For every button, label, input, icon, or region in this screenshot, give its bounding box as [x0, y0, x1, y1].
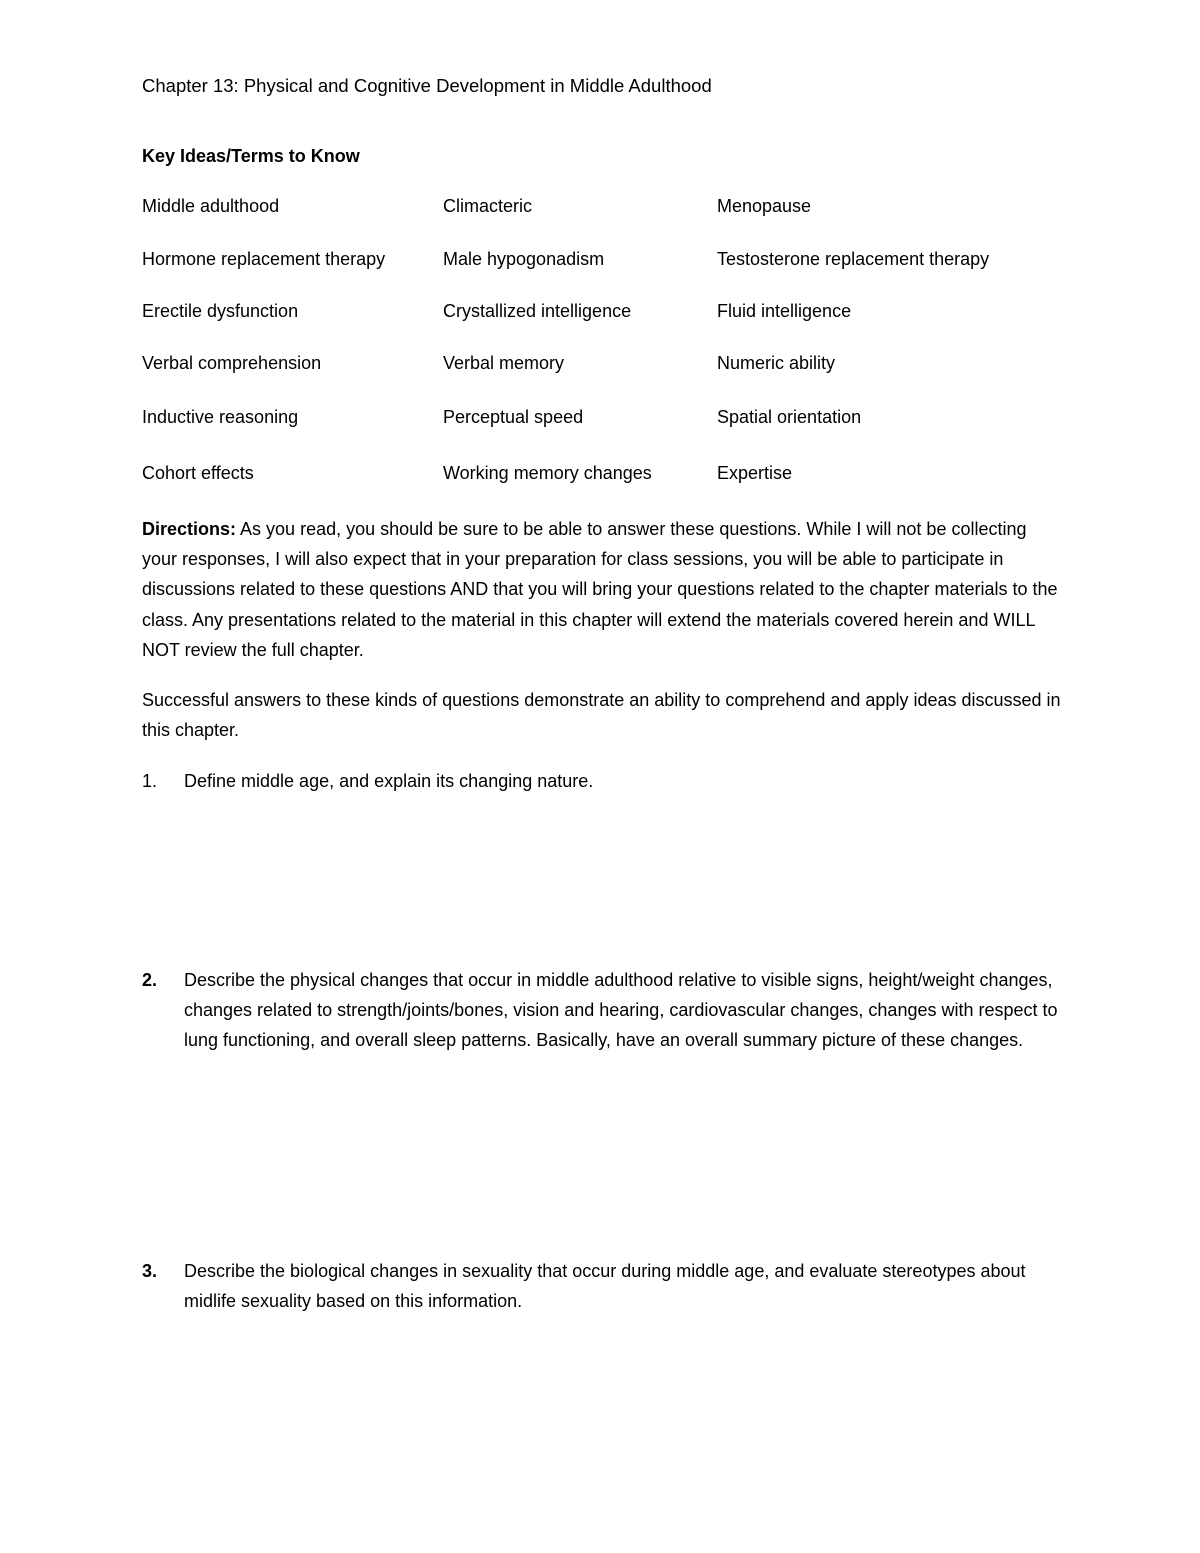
term: Numeric ability — [717, 353, 836, 373]
directions-text: As you read, you should be sure to be able to answer these questions. While I will not be collecting your responses, I will also expect that in your preparation for class sessions, you will be able to participate in discussions related to these questions AND that you will bring your questions related to the chapter materials to the class. Any presentations related to the material in this chapter will extend the materials covered herein and WILL NOT review the full chapter. — [142, 519, 1058, 660]
question-number: 3. — [142, 1261, 158, 1281]
term: Perceptual speed — [443, 407, 584, 427]
question-text: Describe the physical changes that occur in middle adulthood relative to visible signs, height/weight changes, changes related to strength/joints/bones, vision and hearing, cardiovascular changes, changes with respect to lung functioning, and overall sleep patterns. Basically, have an overall summary picture of these changes. — [184, 970, 1058, 1050]
question-number: 2. — [142, 970, 158, 990]
term: Hormone replacement therapy — [142, 249, 386, 269]
term: Cohort effects — [142, 463, 254, 483]
term: Crystallized intelligence — [443, 301, 632, 321]
term: Verbal comprehension — [142, 353, 322, 373]
term: Fluid intelligence — [717, 301, 852, 321]
question-text: Describe the biological changes in sexuality that occur during middle age, and evaluate stereotypes about midlife sexuality based on this information. — [184, 1261, 1026, 1311]
directions-paragraph — [142, 514, 1062, 665]
key-terms-heading: Key Ideas/Terms to Know — [142, 146, 360, 166]
term: Working memory changes — [443, 463, 652, 483]
term: Climacteric — [443, 196, 533, 216]
directions-label: Directions: — [142, 519, 237, 539]
page-title: Chapter 13: Physical and Cognitive Development in Middle Adulthood — [142, 75, 712, 96]
term: Spatial orientation — [717, 407, 862, 427]
term: Inductive reasoning — [142, 407, 299, 427]
term: Male hypogonadism — [443, 249, 605, 269]
success-paragraph: Successful answers to these kinds of questions demonstrate an ability to comprehend and apply ideas discussed in this chapter. — [142, 690, 1061, 741]
term: Verbal memory — [443, 353, 565, 373]
question-number: 1. — [142, 771, 158, 791]
question-text: Define middle age, and explain its changing nature. — [184, 771, 594, 791]
term: Erectile dysfunction — [142, 301, 299, 321]
term: Expertise — [717, 463, 793, 483]
term: Menopause — [717, 196, 812, 216]
term: Testosterone replacement therapy — [717, 249, 990, 269]
term: Middle adulthood — [142, 196, 280, 216]
